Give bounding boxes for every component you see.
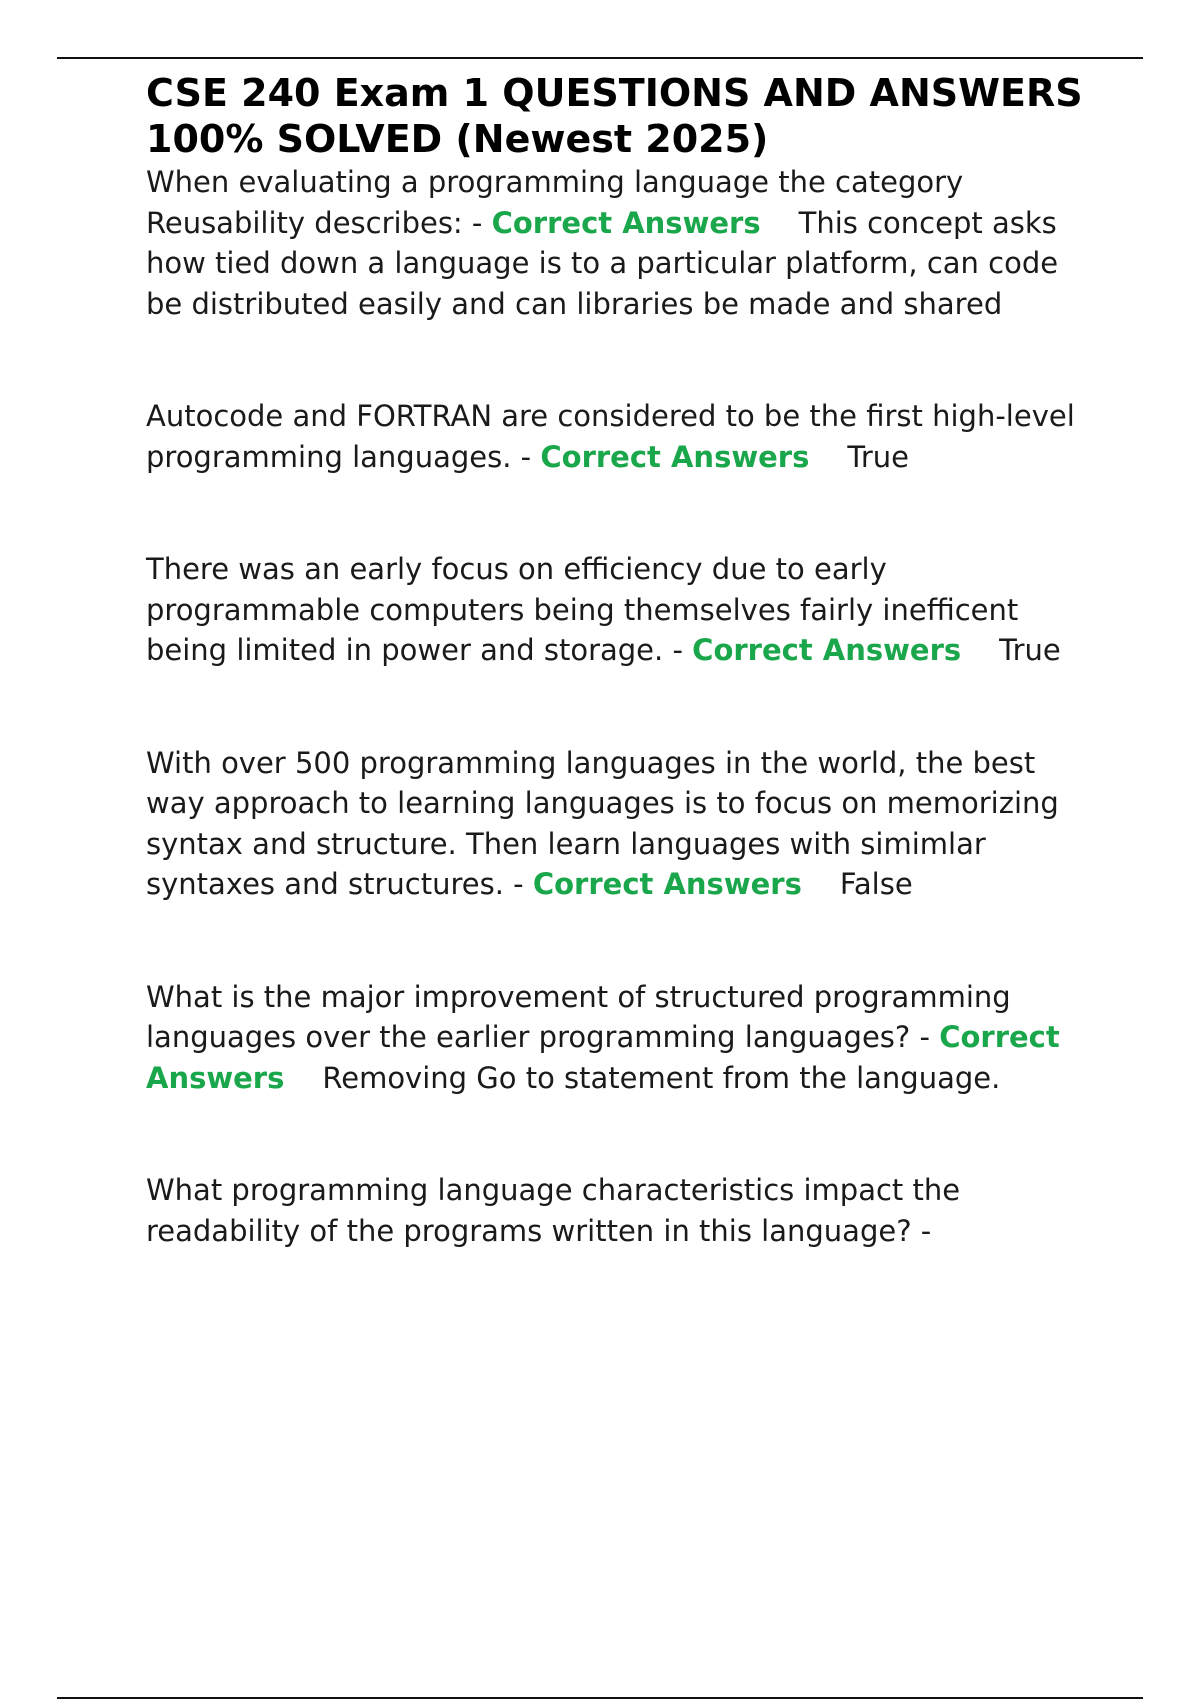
- correct-answers-label: Correct Answers: [491, 205, 761, 240]
- correct-answers-label: Correct Answers: [692, 633, 962, 667]
- correct-answers-label: Correct Answers: [146, 1020, 1060, 1095]
- question-text: There was an early focus on efficiency due to early programmable computers being themselves fairly inefficent being limited in power and storage. -: [146, 552, 1019, 667]
- document-title: CSE 240 Exam 1 QUESTIONS AND ANSWERS 100% SOLVED (Newest 2025): [146, 71, 1083, 161]
- answer-text: True: [999, 633, 1061, 667]
- correct-answers-label: Correct Answers: [540, 439, 810, 474]
- question-text: With over 500 programming languages in the world, the best way approach to learning languages is to focus on memorizing syntax and structure. Then learn languages with simimlar syntaxes and structures. -: [146, 745, 1059, 901]
- qa-item-6: [146, 1170, 1086, 1251]
- document-body: [146, 70, 1086, 1251]
- correct-answers-label: Correct Answers: [532, 867, 802, 901]
- qa-item-5: [146, 977, 1086, 1099]
- answer-text: True: [847, 439, 909, 474]
- qa-item-2: [146, 396, 1086, 477]
- question-text: What programming language characteristics impact the readability of the programs written in this language? -: [146, 1173, 961, 1248]
- question-text: What is the major improvement of structured programming languages over the earlier programming languages? -: [146, 979, 1011, 1054]
- question-text: Autocode and FORTRAN are considered to be the first high-level programming languages. -: [146, 399, 1075, 474]
- answer-text: False: [839, 867, 913, 901]
- answer-text: Removing Go to statement from the language.: [322, 1060, 1001, 1095]
- question-text: When evaluating a programming language the category Reusability describes: -: [146, 165, 964, 240]
- qa-item-3: [146, 549, 1086, 671]
- top-rule: [57, 57, 1143, 59]
- qa-item-1: [146, 162, 1086, 324]
- answer-text: This concept asks how tied down a language is to a particular platform, can code be distributed easily and can libraries be made and shared: [146, 205, 1059, 321]
- qa-item-4: [146, 743, 1086, 905]
- bottom-rule: [57, 1697, 1143, 1699]
